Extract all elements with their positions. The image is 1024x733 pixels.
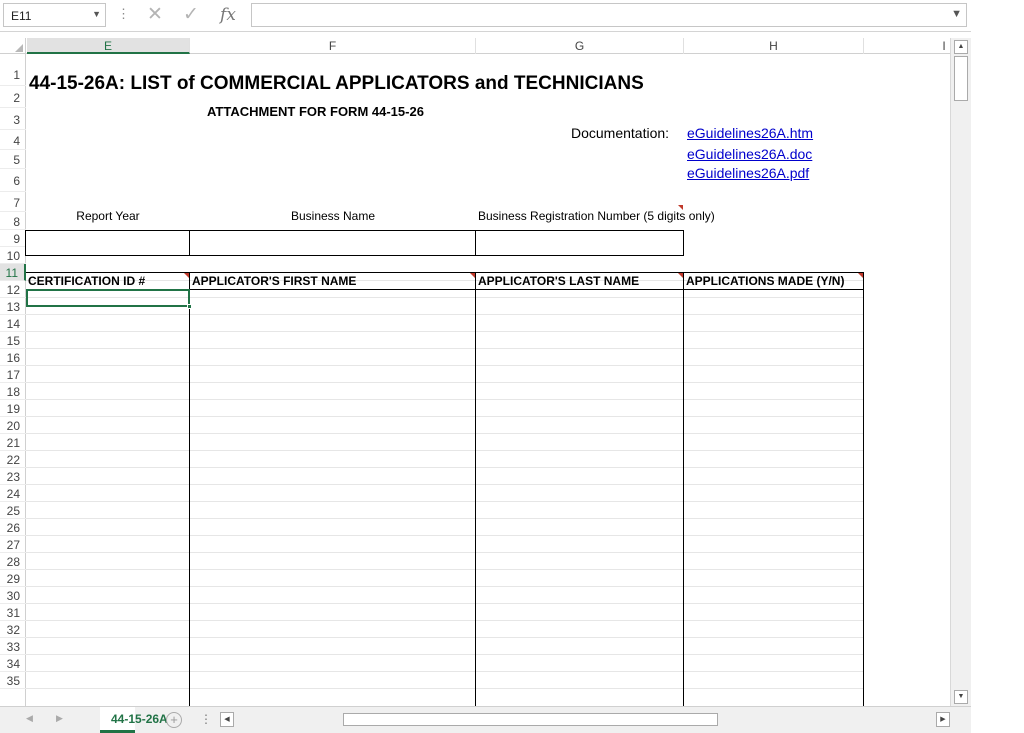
row-gridline (26, 433, 864, 434)
row-header-11[interactable]: 11 (0, 264, 26, 281)
row-header-18[interactable]: 18 (0, 383, 26, 400)
horizontal-scrollbar[interactable] (220, 712, 950, 727)
formula-input[interactable] (251, 3, 967, 27)
column-header-g[interactable]: G (476, 38, 684, 54)
row-header-10[interactable]: 10 (0, 247, 26, 264)
scroll-up-icon[interactable]: ▲ (954, 40, 968, 54)
row-header-32[interactable]: 32 (0, 621, 26, 638)
business-name-label: Business Name (290, 209, 376, 223)
row-gridline (26, 416, 864, 417)
column-header-h[interactable]: H (684, 38, 864, 54)
row-header-15[interactable]: 15 (0, 332, 26, 349)
row-gridline (26, 671, 864, 672)
row-gridline (26, 501, 864, 502)
name-box-dropdown-icon[interactable]: ▼ (92, 9, 101, 19)
row-header-2[interactable]: 2 (0, 86, 26, 108)
row-gridline (26, 518, 864, 519)
cancel-icon[interactable]: ✕ (147, 4, 163, 25)
header-applications-made-label: APPLICATIONS MADE (Y/N) (686, 274, 845, 288)
row-header-4[interactable]: 4 (0, 130, 26, 150)
formula-bar-separator-icon: ⋮ (117, 6, 130, 21)
row-header-28[interactable]: 28 (0, 553, 26, 570)
row-gridline (26, 637, 864, 638)
doc-link-pdf[interactable]: eGuidelines26A.pdf (687, 165, 810, 181)
row-gridline (26, 467, 864, 468)
horizontal-scroll-thumb[interactable] (343, 713, 718, 726)
row-gridline (26, 569, 864, 570)
column-header-e[interactable]: E (27, 38, 190, 54)
header-last-name-label: APPLICATOR'S LAST NAME (478, 274, 640, 288)
header-last-name[interactable] (476, 273, 684, 290)
sheet-tab-label: 44-15-26A (111, 712, 168, 726)
row-header-14[interactable]: 14 (0, 315, 26, 332)
row-gridline (26, 586, 864, 587)
table-border (189, 272, 190, 722)
doc-link-htm[interactable]: eGuidelines26A.htm (687, 125, 814, 141)
row-header-13[interactable]: 13 (0, 298, 26, 315)
business-registration-label: Business Registration Number (5 digits only) (478, 209, 715, 223)
row-gridline (26, 450, 864, 451)
row-gridline (26, 331, 864, 332)
row-gridline (26, 535, 864, 536)
row-header-31[interactable]: 31 (0, 604, 26, 621)
row-header-21[interactable]: 21 (0, 434, 26, 451)
row-gridline (26, 603, 864, 604)
scroll-down-icon[interactable]: ▼ (954, 690, 968, 704)
business-registration-field[interactable] (475, 230, 684, 256)
column-header-f[interactable]: F (190, 38, 476, 54)
report-year-label: Report Year (76, 209, 140, 223)
documentation-label: Documentation: (571, 125, 670, 141)
header-applications-made[interactable] (684, 273, 864, 290)
row-header-6[interactable]: 6 (0, 169, 26, 192)
header-certification-id-label: CERTIFICATION ID # (28, 274, 146, 288)
row-gridline (26, 365, 864, 366)
expand-formula-bar-icon[interactable]: ▼ (951, 8, 962, 20)
row-header-22[interactable]: 22 (0, 451, 26, 468)
next-sheet-icon[interactable]: ▶ (56, 713, 63, 723)
row-gridline (26, 314, 864, 315)
row-header-20[interactable]: 20 (0, 417, 26, 434)
row-gridline (26, 654, 864, 655)
add-sheet-icon[interactable]: + (166, 712, 182, 728)
name-box[interactable] (3, 3, 106, 27)
select-all-icon (15, 44, 23, 52)
row-header-23[interactable]: 23 (0, 468, 26, 485)
scroll-right-icon[interactable]: ▶ (936, 712, 950, 727)
row-gridline (26, 484, 864, 485)
row-gridline (26, 620, 864, 621)
row-header-34[interactable]: 34 (0, 655, 26, 672)
row-header-25[interactable]: 25 (0, 502, 26, 519)
column-header-bar (0, 38, 950, 54)
header-first-name[interactable] (190, 273, 476, 290)
insert-function-icon[interactable]: fx (220, 5, 236, 25)
enter-icon[interactable]: ✓ (183, 4, 199, 25)
vertical-scroll-thumb[interactable] (954, 56, 968, 101)
row-gridline (26, 382, 864, 383)
row-header-35[interactable]: 35 (0, 672, 26, 689)
row-header-17[interactable]: 17 (0, 366, 26, 383)
name-box-value: E11 (11, 9, 32, 23)
row-gridline (26, 348, 864, 349)
row-header-bar (0, 54, 26, 706)
tab-split-icon[interactable]: ⋮ (200, 712, 212, 726)
row-header-5[interactable]: 5 (0, 150, 26, 169)
row-header-3[interactable]: 3 (0, 108, 26, 130)
scroll-left-icon[interactable]: ◀ (220, 712, 234, 727)
header-first-name-label: APPLICATOR'S FIRST NAME (192, 274, 357, 288)
table-border (863, 272, 864, 722)
doc-link-doc[interactable]: eGuidelines26A.doc (687, 146, 813, 162)
select-all-corner[interactable] (0, 38, 26, 54)
sheet-tab-bar (0, 706, 971, 733)
row-header-12[interactable]: 12 (0, 281, 26, 298)
row-header-24[interactable]: 24 (0, 485, 26, 502)
business-name-field[interactable] (189, 230, 476, 256)
active-cell-e11[interactable] (26, 289, 190, 307)
row-header-19[interactable]: 19 (0, 400, 26, 417)
row-header-29[interactable]: 29 (0, 570, 26, 587)
report-year-field[interactable] (25, 230, 191, 256)
worksheet-grid[interactable] (26, 54, 950, 706)
row-header-33[interactable]: 33 (0, 638, 26, 655)
row-header-30[interactable]: 30 (0, 587, 26, 604)
prev-sheet-icon[interactable]: ◀ (26, 713, 33, 723)
row-gridline (26, 552, 864, 553)
row-header-7[interactable]: 7 (0, 192, 26, 212)
table-border (475, 272, 476, 722)
sheet-title: 44-15-26A: LIST of COMMERCIAL APPLICATORS and TECHNICIANS (29, 73, 644, 94)
header-certification-id[interactable] (26, 273, 190, 290)
row-gridline (26, 399, 864, 400)
table-border (683, 272, 684, 722)
formula-bar (0, 0, 971, 32)
row-header-1[interactable]: 1 (0, 54, 26, 86)
fill-handle[interactable] (187, 304, 192, 309)
sheet-subtitle: ATTACHMENT FOR FORM 44-15-26 (207, 104, 424, 119)
row-header-26[interactable]: 26 (0, 519, 26, 536)
row-header-8[interactable]: 8 (0, 212, 26, 230)
row-gridline (26, 688, 864, 689)
vertical-scrollbar[interactable] (950, 38, 971, 706)
table-header-row (26, 272, 864, 290)
row-header-9[interactable]: 9 (0, 230, 26, 247)
row-header-16[interactable]: 16 (0, 349, 26, 366)
row-header-27[interactable]: 27 (0, 536, 26, 553)
sheet-tab-44-15-26a[interactable] (100, 707, 168, 733)
column-header-i[interactable]: I (942, 39, 946, 53)
